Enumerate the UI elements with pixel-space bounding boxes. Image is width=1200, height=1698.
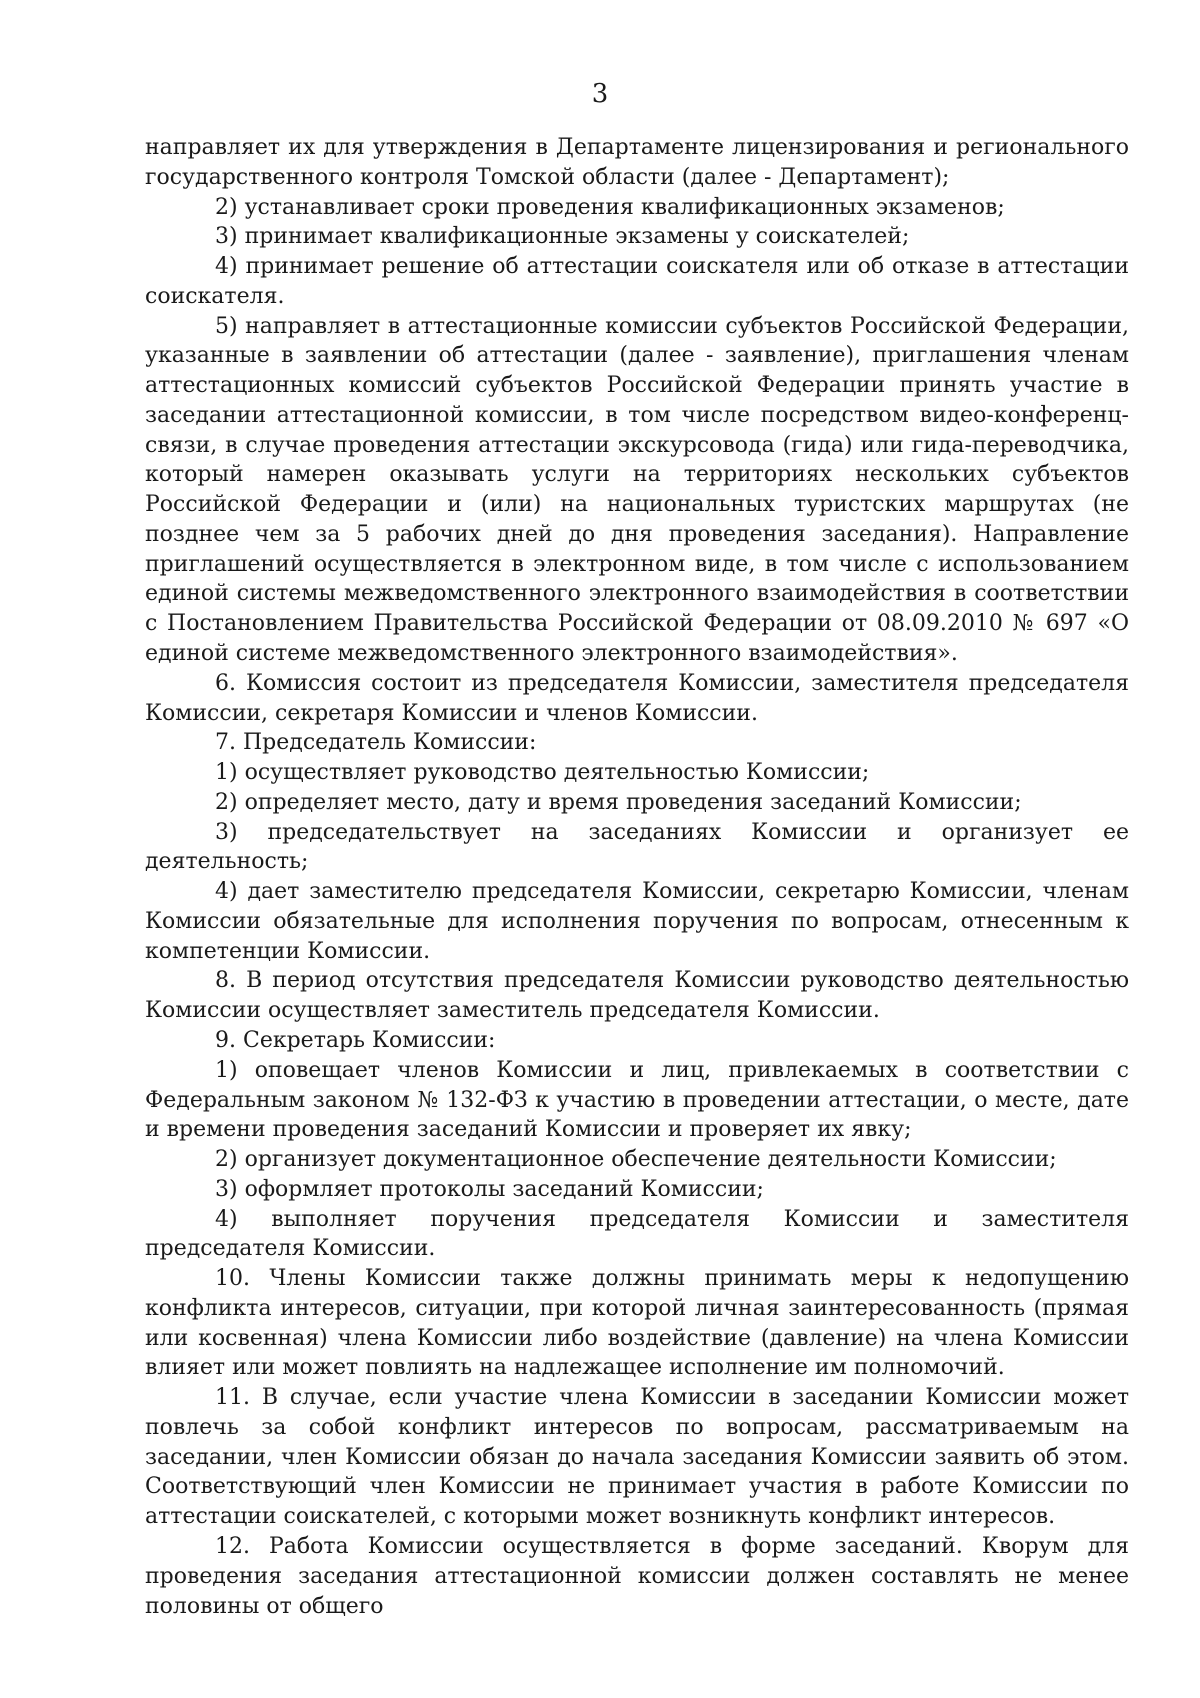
paragraph-section: 8. В период отсутствия председателя Комиссии руководство деятельностью Комиссии осуществляет заместитель председателя Комиссии. [145,968,1129,1024]
paragraph-item: 5) направляет в аттестационные комиссии субъектов Российской Федерации, указанные в заявлении об аттестации (далее - заявление), приглашения членам аттестационных комиссий субъектов Российской Федерации принять участие в заседании аттестационной комиссии, в том числе посредством видео-конференц-связи, в случае проведения аттестации экскурсовода (гида) или гида-переводчика, который намерен оказывать услуги на территориях нескольких субъектов Российской Федерации и (или) на национальных туристских маршрутах (не позднее чем за 5 рабочих дней до дня проведения заседания). Направление приглашений осуществляется в электронном виде, в том числе с использованием единой системы межведомственного электронного взаимодействия в соответствии с Постановлением Правительства Российской Федерации от 08.09.2010 № 697 «О единой системе межведомственного электронного взаимодействия». [145,313,1129,667]
paragraph-section: 11. В случае, если участие члена Комиссии в заседании Комиссии может повлечь за собой конфликт интересов по вопросам, рассматриваемым на заседании, член Комиссии обязан до начала заседания Комиссии заявить об этом. Соответствующий член Комиссии не принимает участия в работе Комиссии по аттестации соискателей, с которыми может возникнуть конфликт интересов. [145,1385,1129,1530]
paragraph-item: 2) устанавливает сроки проведения квалификационных экзаменов; [215,194,1005,220]
paragraph-section: 7. Председатель Комиссии: [215,730,537,756]
paragraph-item: 1) оповещает членов Комиссии и лиц, привлекаемых в соответствии с Федеральным законом № 132-ФЗ к участию в проведении аттестации, о месте, дате и времени проведения заседаний Комиссии и проверяет их явку; [145,1057,1129,1143]
paragraph-item: 3) принимает квалификационные экзамены у соискателей; [215,224,910,250]
paragraph-section: 10. Члены Комиссии также должны принимать меры к недопущению конфликта интересов, ситуации, при которой личная заинтересованность (прямая или косвенная) члена Комиссии либо воздействие (давление) на члена Комиссии влияет или может повлиять на надлежащее исполнение им полномочий. [145,1266,1129,1381]
paragraph-item: 3) оформляет протоколы заседаний Комиссии; [215,1176,764,1202]
paragraph-section: 6. Комиссия состоит из председателя Комиссии, заместителя председателя Комиссии, секретаря Комиссии и членов Комиссии. [145,670,1129,726]
paragraph-continuation: направляет их для утверждения в Департаменте лицензирования и регионального государственного контроля Томской области (далее - Департамент); [145,135,1129,190]
paragraph-item: 2) определяет место, дату и время проведения заседаний Комиссии; [215,789,1022,815]
paragraph-item: 3) председательствует на заседаниях Комиссии и организует ее деятельность; [145,819,1129,875]
paragraph-item: 2) организует документационное обеспечение деятельности Комиссии; [215,1147,1057,1173]
document-body [145,133,1129,1621]
paragraph-item: 4) выполняет поручения председателя Комиссии и заместителя председателя Комиссии. [145,1206,1129,1262]
paragraph-item: 4) дает заместителю председателя Комиссии, секретарю Комиссии, членам Комиссии обязательные для исполнения поручения по вопросам, отнесенным к компетенции Комиссии. [145,879,1129,964]
paragraph-section: 12. Работа Комиссии осуществляется в форме заседаний. Кворум для проведения заседания аттестационной комиссии должен составлять не менее половины от общего [145,1533,1129,1619]
paragraph-item: 4) принимает решение об аттестации соискателя или об отказе в аттестации соискателя. [145,254,1129,309]
paragraph-item: 1) осуществляет руководство деятельностью Комиссии; [215,760,870,786]
page-number: 3 [591,79,609,109]
paragraph-section: 9. Секретарь Комиссии: [215,1027,496,1053]
